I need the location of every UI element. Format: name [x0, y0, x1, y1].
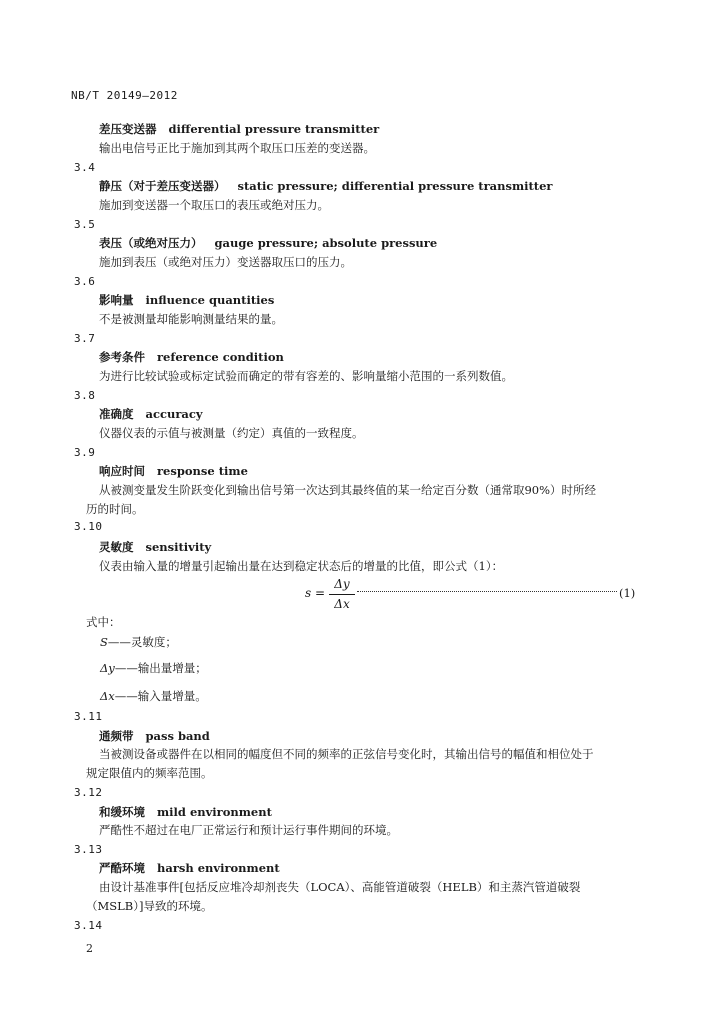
term-definition: 由设计基准事件[包括反应堆冷却剂丧失（LOCA）、高能管道破裂（HELB）和主蒸汽管道破裂 [99, 880, 581, 894]
variable-symbol: S [100, 635, 108, 649]
sensitivity-formula [305, 577, 640, 613]
clause-number: 3.10 [74, 520, 103, 533]
variable-definition [100, 634, 177, 650]
term-zh: 严酷环境 [99, 861, 145, 875]
term-zh: 准确度 [99, 407, 134, 421]
term-en: sensitivity [145, 540, 212, 554]
term-definition: 严酷性不超过在电厂正常运行和预计运行事件期间的环境。 [99, 823, 398, 837]
standard-code-header: NB/T 20149—2012 [71, 89, 178, 102]
variable-symbol: Δx [100, 689, 115, 703]
term-definition: 施加到变送器一个取压口的表压或绝对压力。 [99, 198, 329, 212]
term-en: reference condition [157, 350, 284, 364]
clause-number: 3.6 [74, 275, 96, 288]
term-zh: 静压（对于差压变送器） [99, 179, 226, 193]
term-zh: 影响量 [99, 293, 134, 307]
variable-text: ——输出量增量； [114, 661, 207, 675]
term-heading [99, 728, 210, 744]
formula-denominator: Δx [334, 597, 350, 611]
term-en: harsh environment [157, 861, 280, 875]
term-heading [99, 121, 379, 137]
term-en: mild environment [157, 805, 272, 819]
term-zh: 和缓环境 [99, 805, 145, 819]
where-label: 式中： [86, 615, 121, 629]
term-heading [99, 539, 211, 555]
term-en: influence quantities [145, 293, 275, 307]
variable-definition [100, 688, 207, 704]
term-en: gauge pressure; absolute pressure [214, 236, 438, 250]
term-en: pass band [145, 729, 210, 743]
clause-number: 3.13 [74, 843, 103, 856]
term-zh: 表压（或绝对压力） [99, 236, 203, 250]
term-en: static pressure; differential pressure transmitter [237, 179, 553, 193]
term-zh: 通频带 [99, 729, 134, 743]
variable-symbol: Δy [100, 661, 115, 675]
term-definition: 从被测变量发生阶跃变化到输出信号第一次达到其最终值的某一给定百分数（通常取90%）时所经 [99, 483, 597, 497]
term-definition: 仪表由输入量的增量引起输出量在达到稳定状态后的增量的比值，即公式（1）： [99, 559, 504, 573]
term-heading [99, 349, 284, 365]
term-heading [99, 292, 274, 308]
term-heading [99, 178, 552, 194]
clause-number: 3.5 [74, 218, 96, 231]
term-zh: 差压变送器 [99, 122, 157, 136]
term-definition-continued: （MSLB）]导致的环境。 [86, 899, 213, 913]
clause-number: 3.11 [74, 710, 103, 723]
term-definition: 不是被测量却能影响测量结果的量。 [99, 312, 283, 326]
clause-number: 3.12 [74, 786, 103, 799]
fraction-bar [329, 594, 355, 595]
term-definition-continued: 历的时间。 [86, 502, 144, 516]
variable-text: ——灵敏度； [107, 635, 177, 649]
term-en: accuracy [145, 407, 203, 421]
page-number: 2 [86, 942, 93, 955]
term-definition-continued: 规定限值内的频率范围。 [86, 766, 213, 780]
formula-number: (1) [619, 586, 636, 600]
term-zh: 灵敏度 [99, 540, 134, 554]
clause-number: 3.14 [74, 919, 103, 932]
term-en: differential pressure transmitter [168, 122, 380, 136]
variable-definition [100, 660, 207, 676]
term-heading [99, 463, 248, 479]
clause-number: 3.9 [74, 446, 96, 459]
formula-lhs: s = [305, 586, 326, 600]
term-heading [99, 406, 203, 422]
clause-number: 3.4 [74, 161, 96, 174]
term-definition: 输出电信号正比于施加到其两个取压口压差的变送器。 [99, 141, 375, 155]
term-zh: 响应时间 [99, 464, 145, 478]
term-heading [99, 235, 437, 251]
term-definition: 为进行比较试验或标定试验而确定的带有容差的、影响量缩小范围的一系列数值。 [99, 369, 513, 383]
term-definition: 仪器仪表的示值与被测量（约定）真值的一致程度。 [99, 426, 364, 440]
formula-numerator: Δy [334, 577, 350, 591]
clause-number: 3.8 [74, 389, 96, 402]
clause-number: 3.7 [74, 332, 96, 345]
term-zh: 参考条件 [99, 350, 145, 364]
term-heading [99, 804, 272, 820]
variable-text: ——输入量增量。 [114, 689, 207, 703]
term-heading [99, 860, 280, 876]
term-definition: 施加到表压（或绝对压力）变送器取压口的压力。 [99, 255, 352, 269]
term-definition: 当被测设备或器件在以相同的幅度但不同的频率的正弦信号变化时，其输出信号的幅值和相位处于 [99, 747, 594, 761]
formula-fraction [329, 577, 355, 611]
term-en: response time [157, 464, 248, 478]
formula-leader-dots [357, 591, 617, 592]
